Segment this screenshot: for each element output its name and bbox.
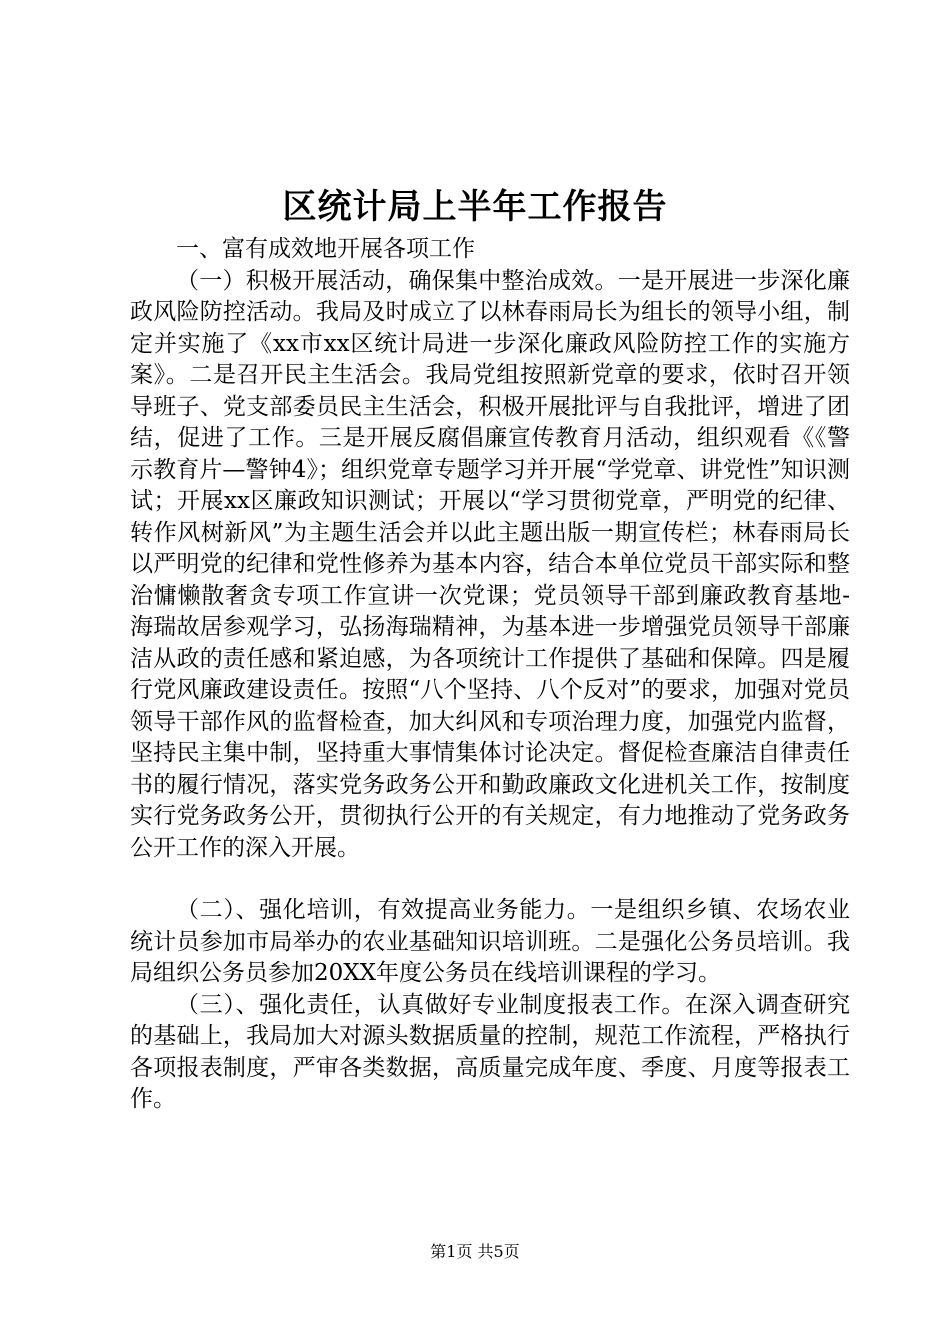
paragraph-gap [130,864,850,895]
paragraph-reporting: （三）、强化责任，认真做好专业制度报表工作。在深入调查研究的基础上，我局加大对源头数据质量的控制，规范工作流程，严格执行各项报表制度，严审各类数据，高质量完成年度、季度、月度等报表工作。 [130,991,850,1112]
paragraph-activities: （一）积极开展活动，确保集中整治成效。一是开展进一步深化廉政风险防控活动。我局及时成立了以林春雨局长为组长的领导小组，制定并实施了《xx市xx区统计局进一步深化廉政风险防控工作的实施方案》。二是召开民主生活会。我局党组按照新党章的要求，依时召开领导班子、党支部委员民主生活会，积极开展批评与自我批评，增进了团结，促进了工作。三是开展反腐倡廉宣传教育月活动，组织观看《《警示教育片—警钟4》；组织党章专题学习并开展“学党章、讲党性”知识测试；开展xx区廉政知识测试；开展以“学习贯彻党章，严明党的纪律、转作风树新风”为主题生活会并以此主题出版一期宣传栏；林春雨局长以严明党的纪律和党性修养为基本内容，结合本单位党员干部实际和整治慵懒散奢贪专项工作宣讲一次党课；党员领导干部到廉政教育基地-海瑞故居参观学习，弘扬海瑞精神，为基本进一步增强党员领导干部廉洁从政的责任感和紧迫感，为各项统计工作提供了基础和保障。四是履行党风廉政建设责任。按照“八个坚持、八个反对”的要求，加强对党员领导干部作风的监督检查，加大纠风和专项治理力度，加强党内监督，坚持民主集中制，坚持重大事情集体讨论决定。督促检查廉洁自律责任书的履行情况，落实党务政务公开和勤政廉政文化进机关工作，按制度实行党务政务公开，贯彻执行公开的有关规定，有力地推动了党务政务公开工作的深入开展。 [130,267,850,861]
document-body [130,234,850,1116]
section-heading: 一、富有成效地开展各项工作 [176,236,475,262]
page-footer: 第1页 共5页 [430,1242,520,1261]
document-title: 区统计局上半年工作报告 [282,187,668,227]
paragraph-training: （二）、强化培训，有效提高业务能力。一是组织乡镇、农场农业统计员参加市局举办的农业基础知识培训班。二是强化公务员培训。我局组织公务员参加20XX年度公务员在线培训课程的学习。 [130,897,850,986]
